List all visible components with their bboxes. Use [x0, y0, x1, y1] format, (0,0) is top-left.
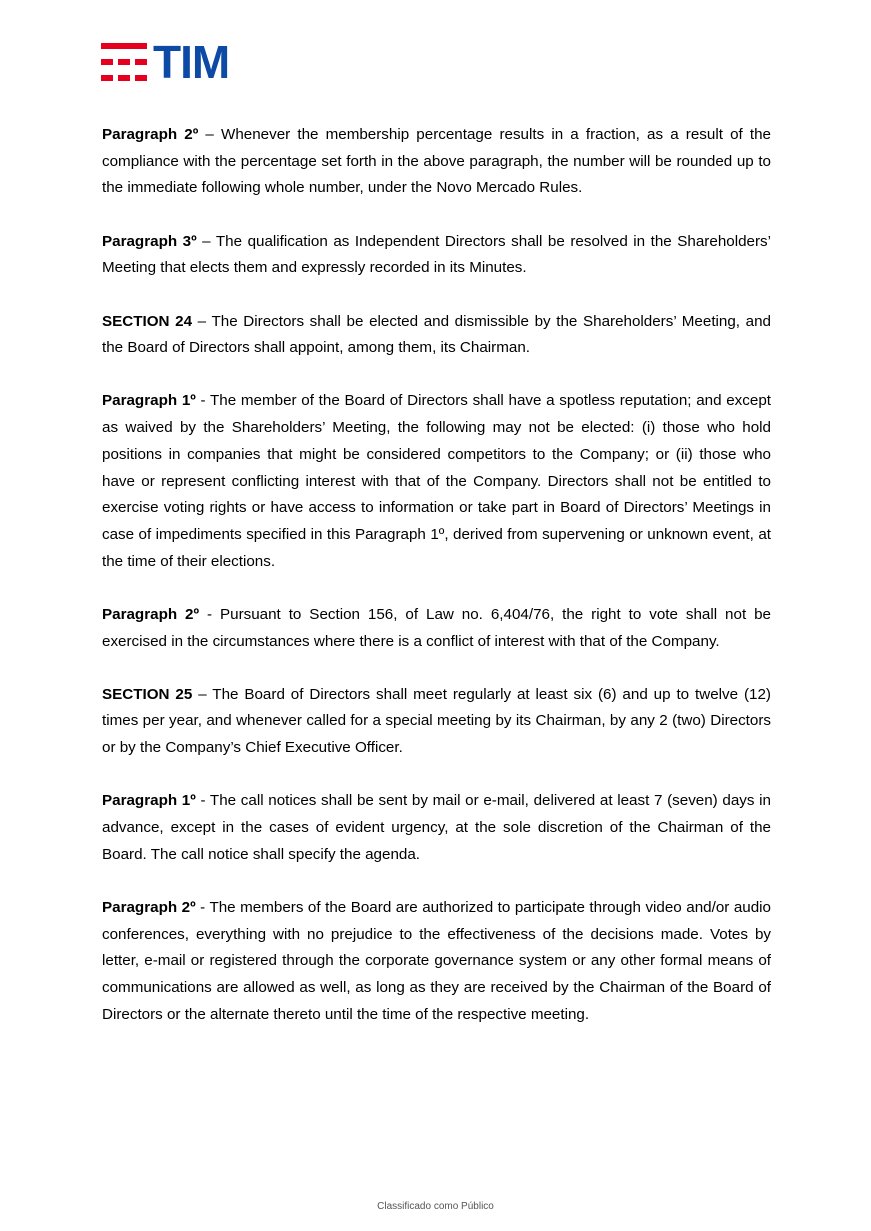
document-body — [102, 122, 771, 1055]
paragraph-text: - Pursuant to Section 156, of Law no. 6,404/76, the right to vote shall not be exercised in the circumstances where there is a conflict of interest with that of the Company. — [102, 605, 771, 650]
paragraph-text: - The member of the Board of Directors shall have a spotless reputation; and except as waived by the Shareholders’ Meeting, the following may not be elected: (i) those who hold positions in companies that might be considered competitors to the Company; or (ii) those who have or represent conflicting interest with that of the Company. Directors shall not be entitled to exercise voting rights or have access to information or take part in Board of Directors’ Meetings in case of impediments specified in this Paragraph 1º, derived from supervening or unknown event, at the time of their elections. — [102, 392, 771, 570]
paragraph-text: - The call notices shall be sent by mail or e-mail, delivered at least 7 (seven) days in advance, except in the cases of evident urgency, at the sole discretion of the Chairman of the Board. The call notice shall specify the agenda. — [102, 792, 771, 863]
section-25 — [102, 682, 771, 762]
section-text: – The Directors shall be elected and dismissible by the Shareholders’ Meeting, and the Board of Directors shall appoint, among them, its Chairman. — [102, 312, 772, 357]
paragraph-2-remote-participation — [102, 895, 771, 1029]
paragraph-label: Paragraph 1º — [102, 392, 196, 410]
paragraph-3-independent-directors — [102, 229, 771, 282]
paragraph-1-call-notices — [102, 788, 771, 868]
section-text: – The Board of Directors shall meet regularly at least six (6) and up to twelve (12) times per year, and whenever called for a special meeting by its Chairman, by any 2 (two) Directors or by the Company’s Chief Executive Officer. — [102, 685, 771, 757]
paragraph-label: Paragraph 2º — [102, 898, 196, 916]
classification-footer: Classificado como Público — [377, 1201, 494, 1212]
paragraph-text: – Whenever the membership percentage results in a fraction, as a result of the compliance with the percentage set forth in the above paragraph, the number will be rounded up to the immediate following whole number, under the Novo Mercado Rules. — [102, 126, 771, 197]
section-label: SECTION 24 — [102, 312, 193, 330]
tim-logo — [101, 36, 230, 88]
section-24 — [102, 309, 771, 362]
paragraph-2-fraction-rounding — [102, 122, 771, 202]
paragraph-text: – The qualification as Independent Directors shall be resolved in the Shareholders’ Meeting that elects them and expressly recorded in its Minutes. — [102, 232, 771, 277]
paragraph-label: Paragraph 2º — [102, 605, 200, 623]
paragraph-label: Paragraph 2º — [102, 126, 199, 143]
paragraph-1-spotless-reputation — [102, 388, 771, 575]
paragraph-2-conflict-of-interest — [102, 602, 771, 655]
paragraph-text: - The members of the Board are authorized to participate through video and/or audio conferences, everything with no prejudice to the effectiveness of the decisions made. Votes by letter, e-mail or registered through the corporate governance system or any other formal means of communications are allowed as well, as long as they are received by the Chairman of the Board of Directors or the alternate thereto until the time of the respective meeting. — [102, 898, 772, 1023]
paragraph-label: Paragraph 1º — [102, 792, 196, 810]
paragraph-label: Paragraph 3º — [102, 232, 197, 250]
tim-logo-icon — [101, 43, 147, 81]
logo-text: TIM — [153, 36, 230, 88]
section-label: SECTION 25 — [102, 685, 193, 703]
